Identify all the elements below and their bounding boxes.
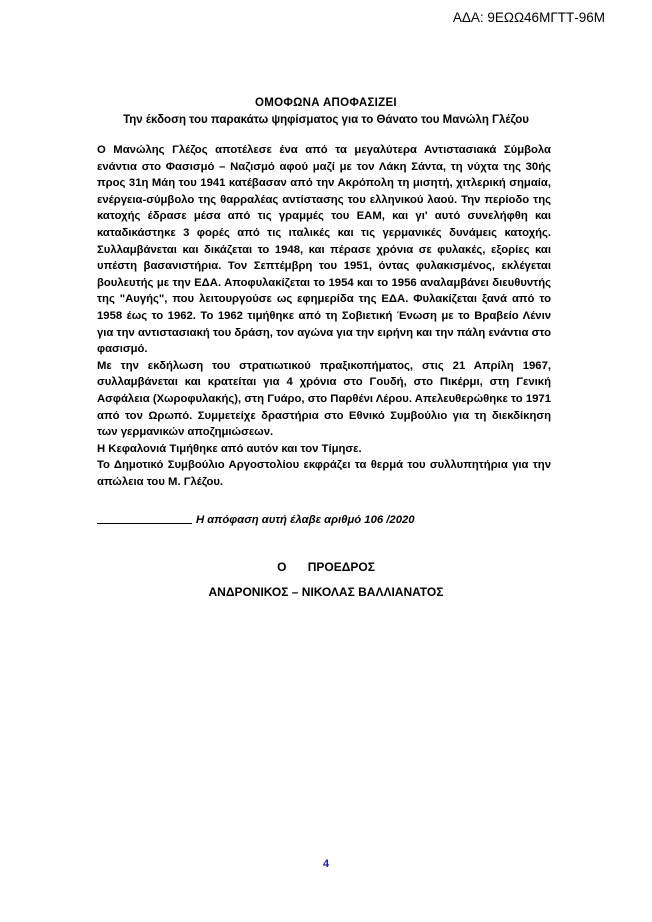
paragraph-biography: Ο Μανώλης Γλέζος αποτέλεσε ένα από τα μεγαλύτερα Αντιστασιακά Σύμβολα ενάντια στο Φασισμό – Ναζισμό αφού μαζί με τον Λάκη Σάντα, τη νύχτα της 30ής προς 31η Μάη του 1941 κατέβασαν από την Ακρόπολη τη μισητή, χιτλερική σημαία, ενέργεια-σύμβολο της θαρραλέας αντίστασης του ελληνικού λαού. Την περίοδο της κατοχής έδρασε μέσα από τις γραμμές του ΕΑΜ, και γι' αυτό συνελήφθη και καταδικάστηκε 3 φορές από τις ιταλικές και τις γερμανικές δυνάμεις κατοχής. Συλλαμβάνεται και δικάζεται το 1948, και πέρασε χρόνια σε φυλακές, εξορίες και υπέστη βασανιστήρια. Τον Σεπτέμβρη του 1951, όντας φυλακισμένος, εκλέγεται βουλευτής με την ΕΔΑ. Αποφυλακίζεται το 1954 και το 1956 αναλαμβάνει διευθυντής της "Αυγής", που λειτουργούσε ως εφημερίδα της ΕΔΑ. Φυλακίζεται ξανά από το 1958 έως το 1962. Το 1962 τιμήθηκε από τη Σοβιετική Ένωση με το Βραβείο Λένιν για την αντιστασιακή του δράση, τον αγώνα για την ειρήνη και την πάλη ενάντια στο φασισμό. — [97, 144, 551, 356]
chairman-title: Ο ΠΡΟΕΔΡΟΣ — [277, 560, 375, 574]
ada-code: ΑΔΑ: 9ΕΩΩ46ΜΓΤΤ-96Μ — [452, 10, 605, 25]
decision-heading: ΟΜΟΦΩΝΑ ΑΠΟΦΑΣΙΖΕΙ — [255, 97, 397, 109]
decision-number: Η απόφαση αυτή έλαβε αριθμό 106 /2020 — [196, 514, 415, 526]
paragraph-junta: Με την εκδήλωση του στρατιωτικού πραξικοπήματος, στις 21 Απρίλη 1967, συλλαμβάνεται και κρατείται για 4 χρόνια στο Γουδή, στο Πικέρμι, στη Γενική Ασφάλεια (Χωροφυλακής), στη Γυάρο, στο Παρθένι Λέρου. Απελευθερώθηκε το 1971 από τον Ωρωπό. Συμμετείχε δραστήρια στο Εθνικό Συμβούλιο για τη διεκδίκηση των γερμανικών αποζημιώσεων. — [97, 359, 551, 439]
paragraph-condolences: Το Δημοτικό Συμβούλιο Αργοστολίου εκφράζει τα θερμά του συλλυπητήρια για την απώλεια του Μ. Γλέζου. — [97, 459, 551, 488]
resolution-body — [97, 142, 551, 490]
chairman-name: ΑΝΔΡΟΝΙΚΟΣ – ΝΙΚΟΛΑΣ ΒΑΛΛΙΑΝΑΤΟΣ — [208, 585, 444, 599]
page-number: 4 — [322, 858, 330, 870]
paragraph-kefalonia: Η Κεφαλονιά Τιμήθηκε από αυτόν και τον Τίμησε. — [97, 442, 362, 455]
decision-subject: Την έκδοση του παρακάτω ψηφίσματος για το Θάνατο του Μανώλη Γλέζου — [123, 114, 529, 126]
decision-number-line — [97, 514, 415, 526]
underline-rule — [97, 523, 192, 524]
